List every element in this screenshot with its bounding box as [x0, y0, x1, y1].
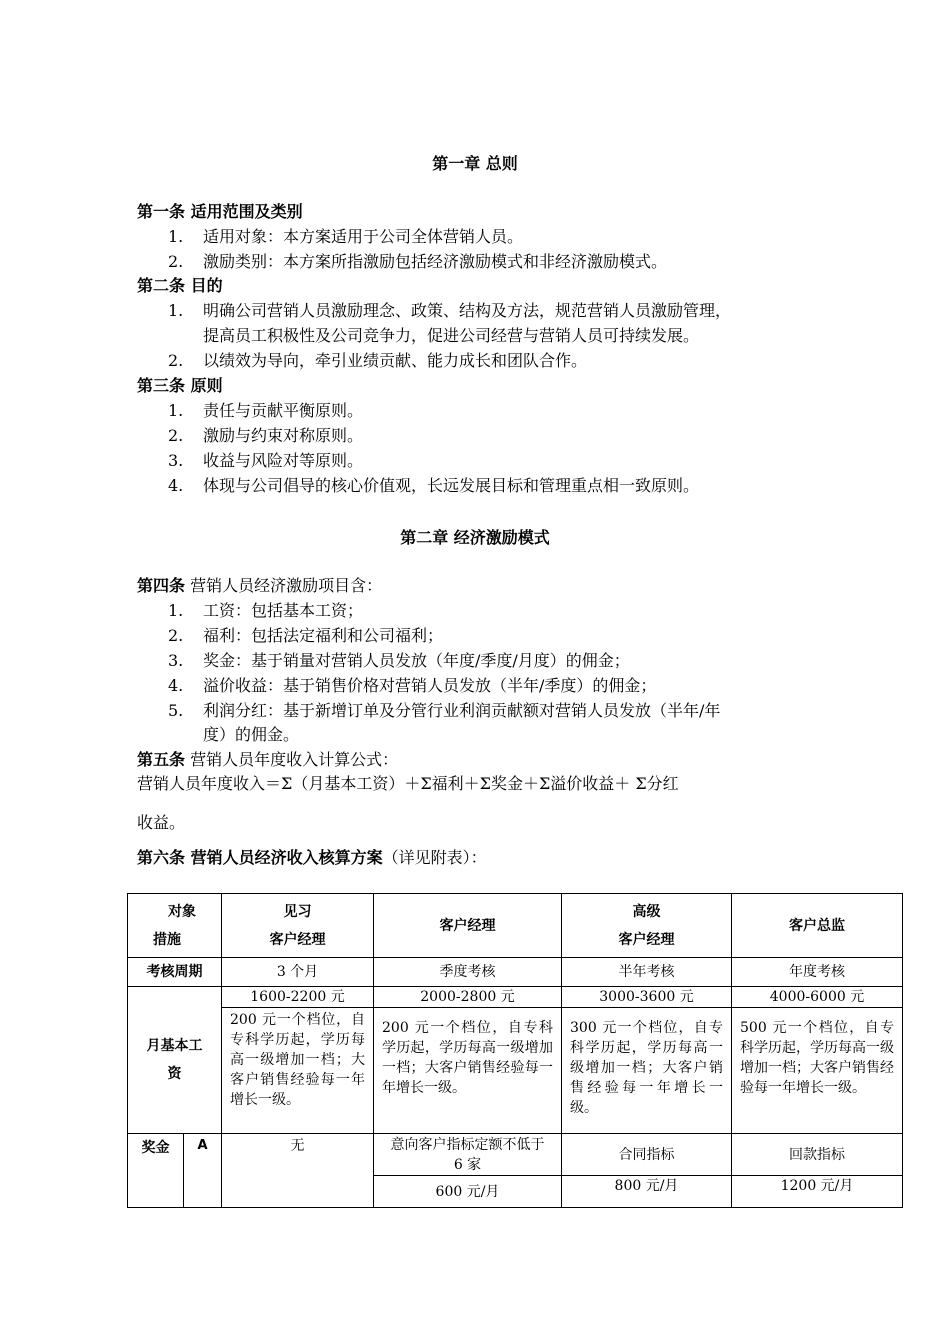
col-header-senior-manager: 高级 客户经理 [562, 894, 732, 958]
list-item: 4. 溢价收益：基于销售价格对营销人员发放（半年/季度）的佣金； [168, 676, 657, 695]
article-5: 第五条 营销人员年度收入计算公式： [137, 750, 399, 769]
table-cell: 合同指标 [562, 1134, 732, 1176]
list-item: 2. 福利：包括法定福利和公司福利； [168, 626, 444, 645]
article-3-heading: 第三条 原则 [137, 376, 223, 395]
list-item: 4. 体现与公司倡导的核心价值观，长远发展目标和管理重点相一致原则。 [168, 476, 700, 495]
income-formula: 营销人员年度收入＝Σ（月基本工资）＋Σ福利＋Σ奖金＋Σ溢价收益＋ Σ分红 [137, 774, 679, 793]
row-label-bonus: 奖金 [128, 1134, 184, 1208]
table-cell: 800 元/月 [562, 1176, 732, 1208]
article-6: 第六条 营销人员经济收入核算方案（详见附表）： [137, 848, 487, 867]
col-header-director: 客户总监 [732, 894, 903, 958]
table-cell: 季度考核 [374, 958, 562, 987]
table-cell: 2000-2800 元 [374, 987, 562, 1008]
table-cell: 1200 元/月 [732, 1176, 903, 1208]
table-cell: 回款指标 [732, 1134, 903, 1176]
table-cell: 600 元/月 [374, 1176, 562, 1208]
table-row [128, 1134, 903, 1176]
table-cell: 年度考核 [732, 958, 903, 987]
row-sub-label-a: A [184, 1134, 222, 1208]
table-corner-cell: 对象 措施 [128, 894, 222, 958]
table-row [128, 987, 903, 1008]
list-item: 1. 适用对象：本方案适用于公司全体营销人员。 [168, 227, 524, 246]
list-item: 1. 工资：包括基本工资； [168, 601, 364, 620]
table-cell: 3000-3600 元 [562, 987, 732, 1008]
table-cell: 4000-6000 元 [732, 987, 903, 1008]
list-item: 2. 激励类别：本方案所指激励包括经济激励模式和非经济激励模式。 [168, 252, 668, 271]
income-table [127, 893, 903, 1208]
income-formula-continuation: 收益。 [137, 813, 186, 832]
list-item: 3. 收益与风险对等原则。 [168, 451, 364, 470]
table-cell: 500 元一个档位，自专科学历起，学历每高一级增加一档；大客户销售经验每一年增长一级。 [732, 1008, 903, 1134]
list-item: 2. 以绩效为导向，牵引业绩贡献、能力成长和团队合作。 [168, 351, 588, 370]
list-item-continuation: 度）的佣金。 [203, 725, 300, 744]
article-4: 第四条 营销人员经济激励项目含： [137, 576, 383, 595]
table-row [128, 958, 903, 987]
col-header-account-manager: 客户经理 [374, 894, 562, 958]
table-cell: 意向客户指标定额不低于 6 家 [374, 1134, 562, 1176]
article-2-heading: 第二条 目的 [137, 276, 223, 295]
col-header-trainee: 见习 客户经理 [222, 894, 374, 958]
table-cell: 300 元一个档位，自专科学历起，学历每高一级增加一档；大客户销售经验每一年增长一级。 [562, 1008, 732, 1134]
table-cell: 200 元一个档位，自专科学历起，学历每高一级增加一档；大客户销售经验每一年增长一级。 [374, 1008, 562, 1134]
table-row [128, 1008, 903, 1134]
list-item: 5. 利润分红：基于新增订单及分管行业利润贡献额对营销人员发放（半年/年 [168, 701, 721, 720]
table-header-row [128, 894, 903, 958]
list-item: 1. 责任与贡献平衡原则。 [168, 401, 364, 420]
row-label-salary: 月基本工 资 [128, 987, 222, 1134]
list-item: 2. 激励与约束对称原则。 [168, 426, 364, 445]
chapter-2-title: 第二章 经济激励模式 [400, 528, 550, 547]
article-1-heading: 第一条 适用范围及类别 [137, 202, 303, 221]
list-item-continuation: 提高员工积极性及公司竞争力，促进公司经营与营销人员可持续发展。 [203, 326, 700, 345]
table-cell: 无 [222, 1134, 374, 1208]
list-item: 3. 奖金：基于销量对营销人员发放（年度/季度/月度）的佣金； [168, 651, 630, 670]
table-cell: 半年考核 [562, 958, 732, 987]
chapter-1-title: 第一章 总则 [432, 154, 518, 173]
table-cell: 1600-2200 元 [222, 987, 374, 1008]
list-item: 1. 明确公司营销人员激励理念、政策、结构及方法，规范营销人员激励管理， [168, 301, 732, 320]
table-cell: 200 元一个档位，自专科学历起，学历每高一级增加一档；大客户销售经验每一年增长一级。 [222, 1008, 374, 1134]
table-cell: 3 个月 [222, 958, 374, 987]
row-label-period: 考核周期 [128, 958, 222, 987]
